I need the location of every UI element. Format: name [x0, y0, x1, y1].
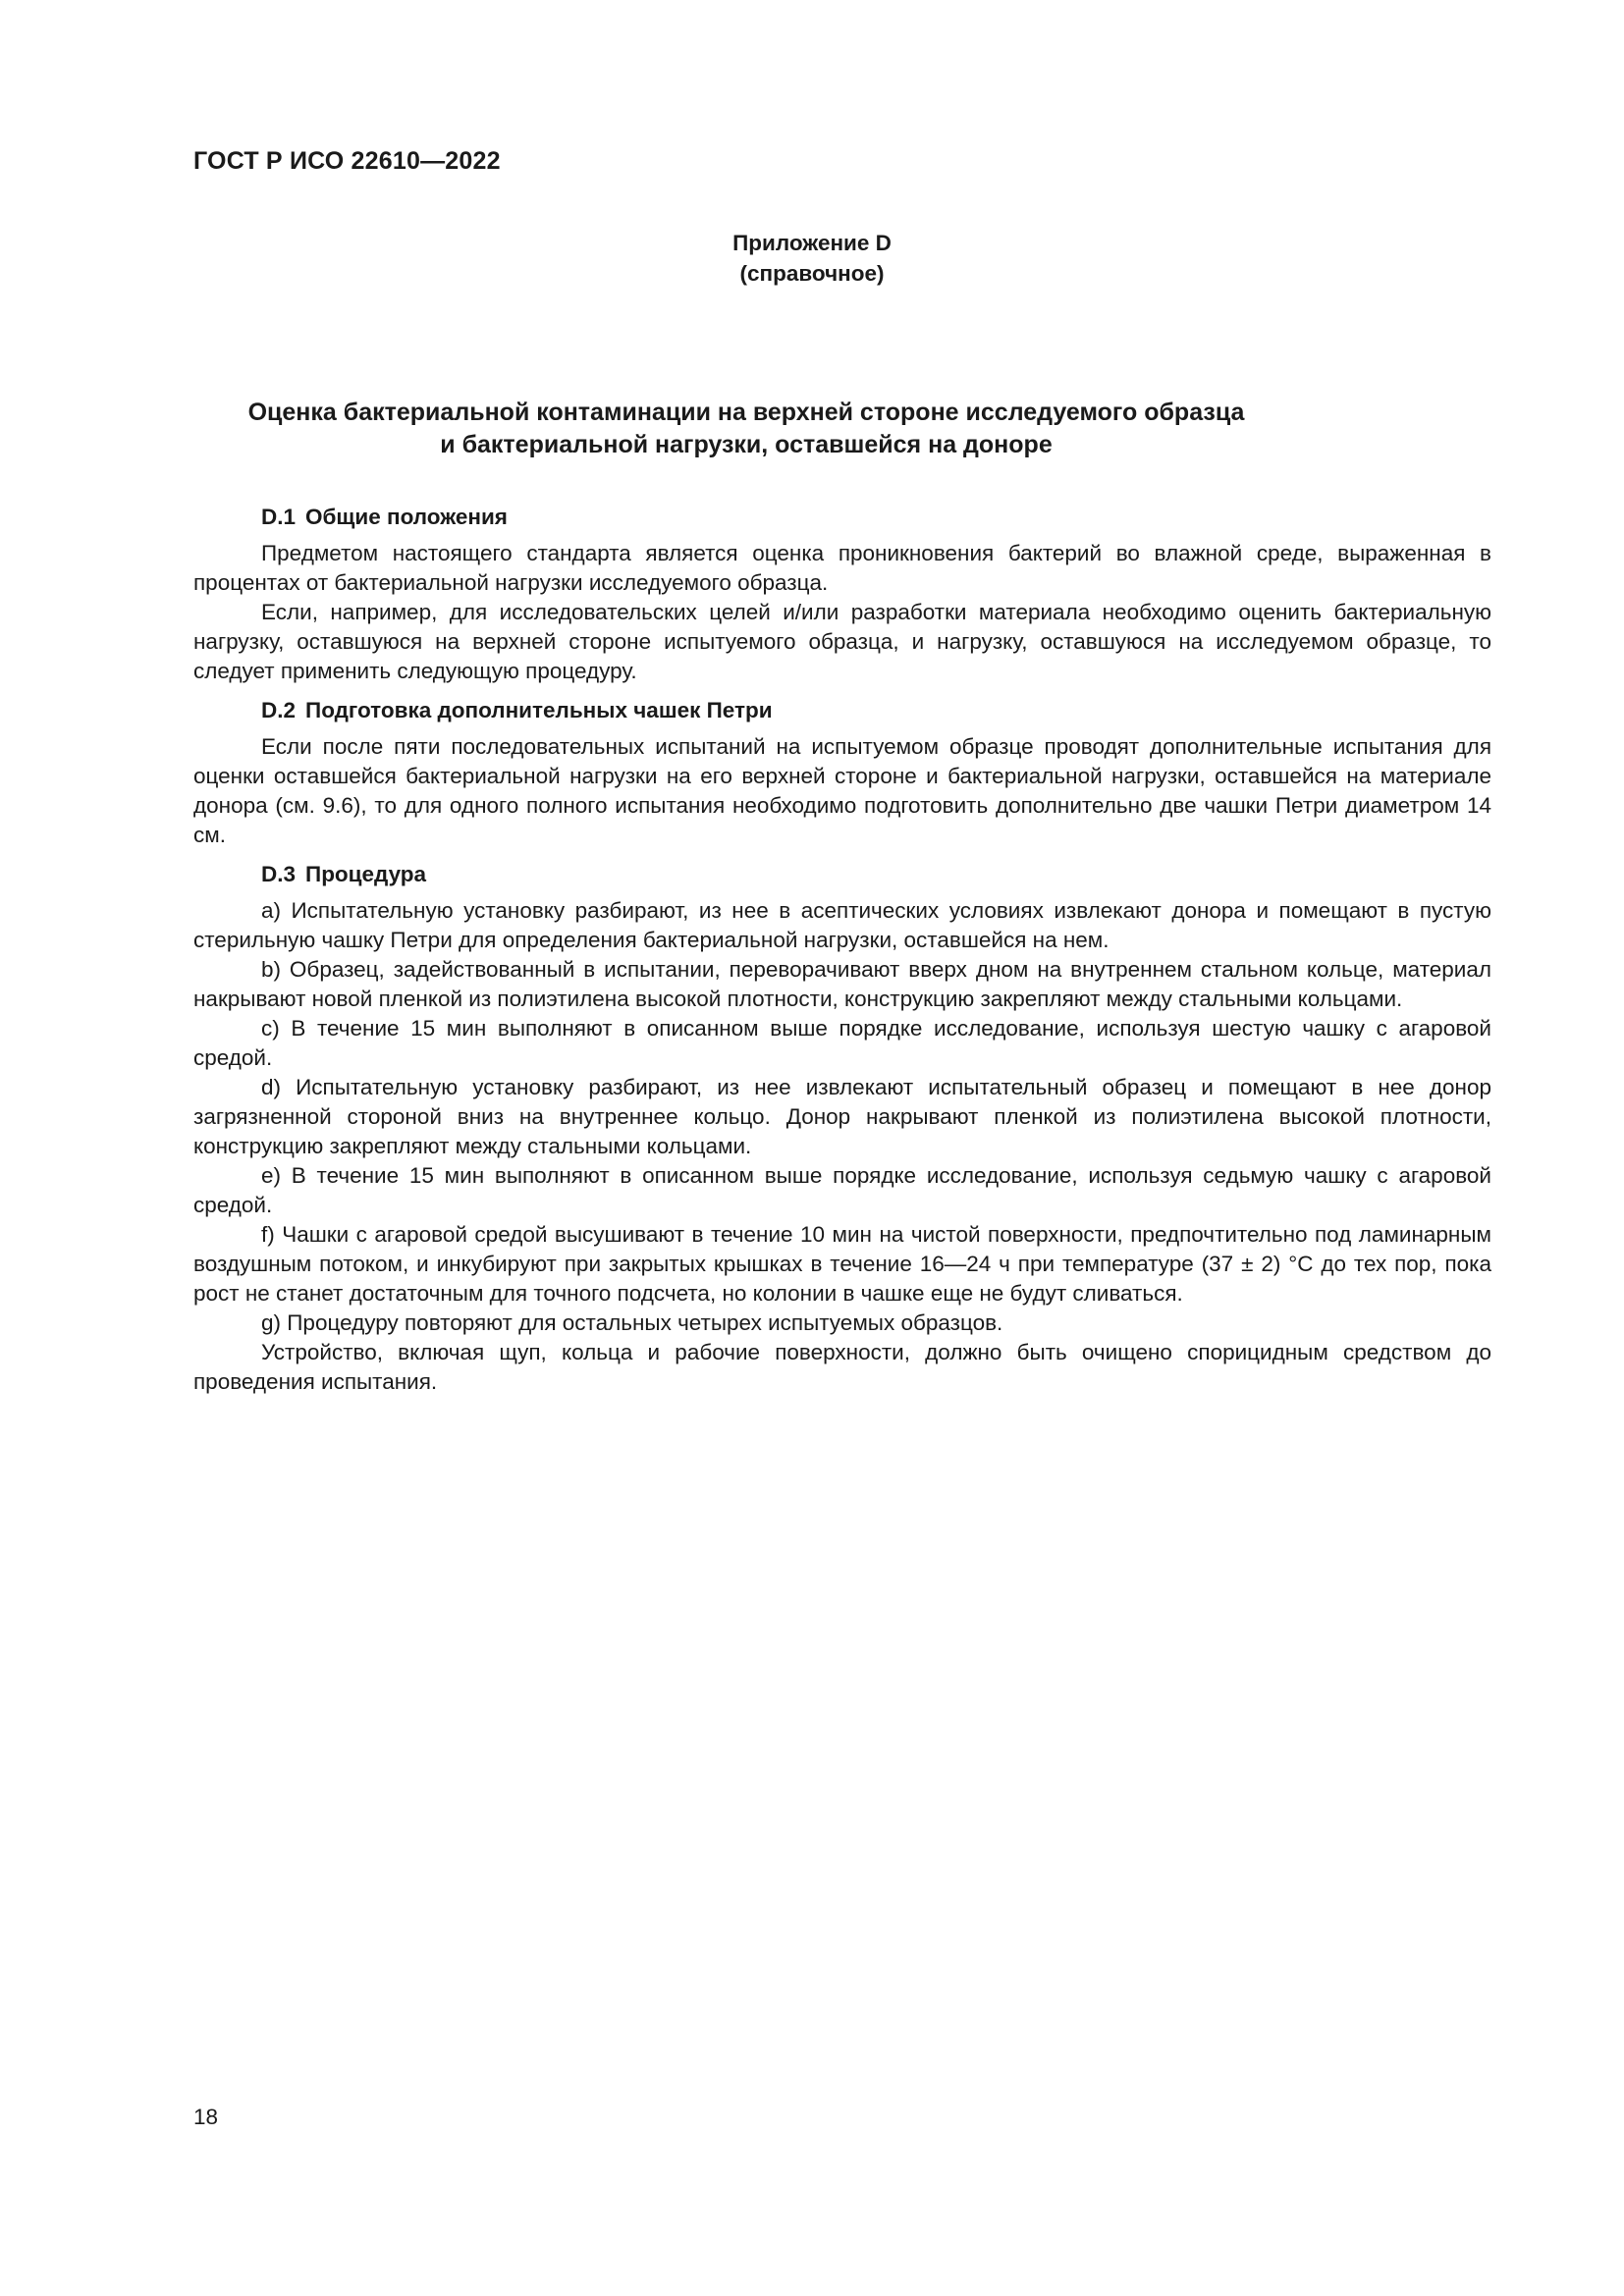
- section-d3: [193, 860, 1491, 1397]
- section-d1: [193, 503, 1491, 686]
- annex-title: [193, 397, 1299, 461]
- section-title: Общие положения: [305, 505, 508, 529]
- annex-type: (справочное): [739, 261, 885, 286]
- section-heading: [193, 860, 1491, 889]
- procedure-step-b: b) Образец, задействованный в испытании, переворачивают вверх дном на внутреннем стальном кольце, материал накрывают новой пленкой из полиэтилена высокой плотности, конструкцию закрепляют между стальными кольцами.: [193, 957, 1491, 1011]
- procedure-step-e: e) В течение 15 мин выполняют в описанном выше порядке исследование, используя седьмую чашку с агаровой средой.: [193, 1163, 1491, 1217]
- section-title: Подготовка дополнительных чашек Петри: [305, 698, 773, 722]
- procedure-step-f: f) Чашки с агаровой средой высушивают в течение 10 мин на чистой поверхности, предпочтительно под ламинарным воздушным потоком, и инкубируют при закрытых крышках в течение 16—24 ч при температуре (37 ± 2) °С до тех пор, пока рост не станет достаточным для точного подсчета, но колонии в чашке еще не будут сливаться.: [193, 1222, 1491, 1306]
- section-heading: [193, 696, 1491, 725]
- section-number: D.2: [261, 698, 297, 722]
- section-d2: [193, 696, 1491, 850]
- paragraph: Если после пяти последовательных испытаний на испытуемом образце проводят дополнительные испытания для оценки оставшейся бактериальной нагрузки на его верхней стороне и бактериальной нагрузки, оставшейся на материале донора (см. 9.6), то для одного полного испытания необходимо подготовить дополнительно две чашки Петри диаметром 14 см.: [193, 734, 1491, 847]
- annex-title-line-1: Оценка бактериальной контаминации на верхней стороне исследуемого образца: [247, 399, 1245, 426]
- paragraph: Предметом настоящего стандарта является оценка проникновения бактерий во влажной среде, выраженная в процентах от бактериальной нагрузки исследуемого образца.: [193, 541, 1491, 595]
- document-body: [193, 503, 1491, 1397]
- annex-label-block: [0, 228, 1624, 289]
- procedure-step-g: g) Процедуру повторяют для остальных четырех испытуемых образцов.: [261, 1310, 1003, 1335]
- section-title: Процедура: [305, 862, 427, 886]
- paragraph: Если, например, для исследовательских целей и/или разработки материала необходимо оценить бактериальную нагрузку, оставшуюся на верхней стороне испытуемого образца, и нагрузку, оставшуюся на исследуемом образце, то следует применить следующую процедуру.: [193, 600, 1491, 683]
- section-number: D.3: [261, 862, 297, 886]
- procedure-step-a: a) Испытательную установку разбирают, из нее в асептических условиях извлекают донора и помещают в пустую стерильную чашку Петри для определения бактериальной нагрузки, оставшейся на нем.: [193, 898, 1491, 952]
- section-heading: [193, 503, 1491, 532]
- procedure-step-c: c) В течение 15 мин выполняют в описанном выше порядке исследование, используя шестую чашку с агаровой средой.: [193, 1016, 1491, 1070]
- annex-label: Приложение D: [732, 231, 892, 255]
- section-number: D.1: [261, 505, 297, 529]
- procedure-note: Устройство, включая щуп, кольца и рабочие поверхности, должно быть очищено спорицидным средством до проведения испытания.: [193, 1340, 1491, 1394]
- page-number: 18: [193, 2105, 219, 2129]
- procedure-step-d: d) Испытательную установку разбирают, из нее извлекают испытательный образец и помещают в нее донор загрязненной стороной вниз на внутреннее кольцо. Донор накрывают пленкой из полиэтилена высокой плотности, конструкцию закрепляют между стальными кольцами.: [193, 1075, 1491, 1158]
- document-header: ГОСТ Р ИСО 22610—2022: [193, 147, 501, 175]
- annex-title-line-2: и бактериальной нагрузки, оставшейся на доноре: [440, 431, 1053, 458]
